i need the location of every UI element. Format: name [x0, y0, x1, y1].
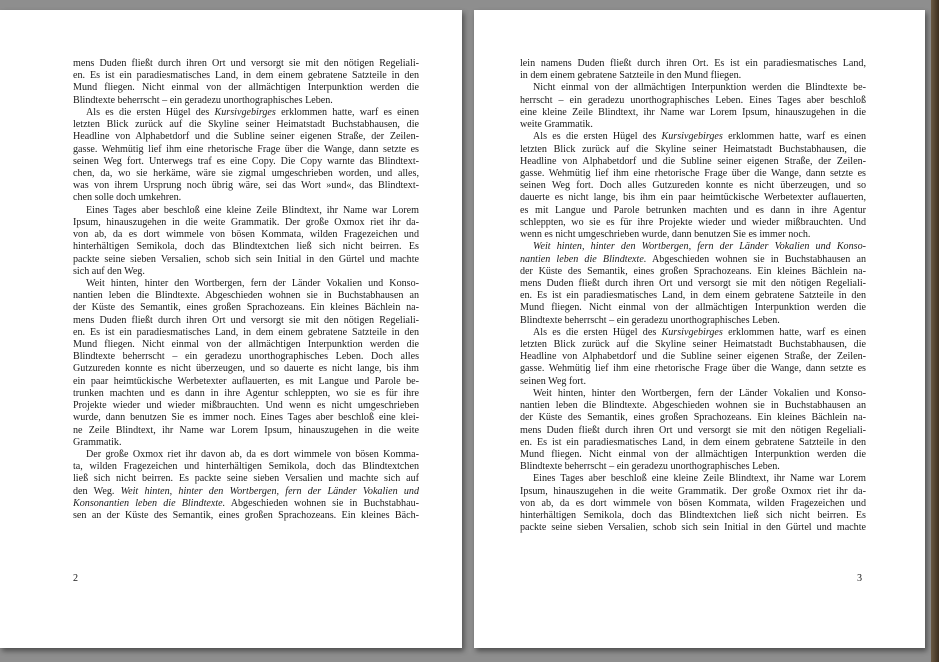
text-line: Projekte wieder und wieder mißbrauchten. Und wenn es nicht umgeschrieben — [73, 400, 419, 412]
text-line: nantien leben die Blindtexte. Abgeschieden wohnen sie in Buchstabhausen an — [520, 400, 866, 412]
text-line: sich auf den Weg. — [73, 265, 145, 277]
text-line: packte seine sieben Versalien, schob sich sein Initial in den Gürtel und machte — [73, 253, 419, 265]
text-line: hinterhältigen Semikola, doch das Blindtextchen ließ sich nicht beirren. Es — [520, 510, 866, 522]
page-number: 2 — [73, 573, 79, 584]
italic-text-run: Kursivgebirges — [661, 326, 723, 338]
text-line: Headline von Alphabetdorf und die Subline seiner eigenen Straße, der Zeilen- — [520, 155, 866, 167]
text-line: der Küste des Semantik, eines großen Sprachozeans. Ein kleines Bächlein na- — [520, 265, 866, 277]
text-line — [520, 327, 866, 339]
text-line: Headline von Alphabetdorf und die Subline seiner eigenen Straße, der Zeilen- — [520, 351, 866, 363]
text-line: ließ sich nicht beirren. Es packte seine sieben Versalien und machte sich auf — [73, 473, 419, 485]
text-run: Abgeschieden wohnen sie in Buchstabhau- — [225, 497, 419, 509]
text-line: herrscht – ein geradezu unorthographisches Leben. Eines Tages aber beschloß — [520, 94, 866, 106]
text-line: mens Duden fließt durch ihren Ort und versorgt sie mit den nötigen Regeliali- — [73, 58, 419, 69]
text-line: ta, wilden Fragezeichen und hinterhältigen Semikola, doch das Blindtextchen — [73, 461, 419, 473]
text-line: ein paar heimtückische Werbetexter auflauerten, es mit Langue und Parole be- — [73, 375, 419, 387]
page-3-body-text — [520, 58, 866, 535]
italic-text-run: Weit hinten, hinter den Wortbergen, fern der Länder Vokalien und — [120, 485, 419, 497]
text-line: Nicht einmal von der allmächtigen Interpunktion werden die Blindtexte be- — [533, 82, 866, 94]
text-line: Weit hinten, hinter den Wortbergen, fern der Länder Vokalien und Konso- — [533, 387, 866, 399]
text-run: erklommen hatte, warf es einen — [275, 106, 419, 118]
text-line: letzten Blick zurück auf die Skyline seiner Heimatstadt Buchstabhausen, die — [520, 339, 866, 351]
text-line: Der große Oxmox riet ihr davon ab, da es dort wimmele von bösen Komma- — [86, 449, 419, 460]
text-line — [520, 254, 866, 266]
text-line: mens Duden fließt durch ihren Ort und versorgt sie mit den nötigen Regeliali- — [520, 277, 866, 289]
text-line: mens Duden fließt durch ihren Ort und versorgt sie mit den nötigen Regeliali- — [73, 314, 419, 326]
italic-text-run: Konsonantien leben die Blindtexte. — [73, 497, 226, 509]
text-line: chen solle doch umkehren. — [73, 192, 182, 204]
italic-text-run: Weit hinten, hinter den Wortbergen, fern der Länder Vokalien und Konso- — [533, 241, 866, 253]
text-run: Abgeschieden wohnen sie in Buchstabhausen an — [646, 253, 866, 265]
text-line: von ab, da es dort wimmele von bösen Kommata, wilden Fragezeichen und — [73, 229, 419, 241]
text-run: Als es die ersten Hügel des — [533, 326, 662, 338]
text-line: Blindtexte beherrscht – ein geradezu unorthographisches Leben. — [520, 461, 780, 473]
text-line: was von ihrem Ursprung noch übrig wäre, sei das Wort »und«, das Blindtext- — [73, 180, 419, 192]
text-line: nantien leben die Blindtexte. Abgeschieden wohnen sie in Buchstabhausen an — [73, 290, 419, 302]
text-run: Als es die ersten Hügel des — [86, 106, 215, 118]
text-line: letzten Blick zurück auf die Skyline seiner Heimatstadt Buchstabhausen, die — [520, 143, 866, 155]
text-line: en. Es ist ein paradiesmatisches Land, in dem einem gebratene Satzteile in den — [73, 326, 419, 338]
text-line: gasse. Wehmütig lief ihm eine rhetorische Frage über die Wange, dann setzte es — [520, 363, 866, 375]
text-line: von ab, da es dort wimmele von bösen Kommata, wilden Fragezeichen und — [520, 497, 866, 509]
text-line: eine kleine Zeile Blindtext, ihr Name war Lorem Ipsum, hinauszugehen in die — [520, 106, 866, 118]
text-line: der Küste des Semantik, eines großen Sprachozeans. Ein kleines Bächlein na- — [520, 412, 866, 424]
text-run: erklommen hatte, warf es einen — [722, 131, 866, 143]
text-line: en. Es ist ein paradiesmatisches Land, in dem einem gebratene Satzteile in den — [520, 436, 866, 448]
text-line: Blindtexte beherrscht – ein geradezu unorthographisches Leben. — [520, 314, 780, 326]
text-line: Blindtexte beherrscht – ein geradezu unorthographisches Leben. — [73, 94, 333, 106]
text-line: packte seine sieben Versalien, schob sich sein Initial in den Gürtel und machte — [520, 522, 866, 534]
text-line: seinen Weg fort. — [520, 375, 586, 387]
text-line — [73, 107, 419, 119]
text-line: Blindtexte beherrscht – ein geradezu unorthographisches Leben. Doch alles — [73, 351, 419, 363]
text-line — [73, 498, 419, 510]
text-line: Ipsum, hinauszugehen in die weite Grammatik. Der große Oxmox riet ihr da- — [73, 216, 419, 228]
text-line: Ipsum, hinauszugehen in die weite Grammatik. Der große Oxmox riet ihr da- — [520, 485, 866, 497]
text-line: wenn es nicht umgeschrieben wurde, dann benutzen Sie es immer noch. — [520, 229, 811, 241]
text-line: seinen Weg fort. Unterwegs traf es eine Copy. Die Copy warnte das Blindtext- — [73, 155, 419, 167]
italic-text-run: nantien leben die Blindtexte. — [520, 253, 647, 265]
text-line — [520, 241, 866, 253]
text-line: Eines Tages aber beschloß eine kleine Zeile Blindtext, ihr Name war Lorem — [86, 204, 419, 216]
text-line: weite Grammatik. — [520, 119, 593, 131]
text-line: mens Duden fließt durch ihren Ort und versorgt sie mit den nötigen Regeliali- — [520, 424, 866, 436]
text-line: en. Es ist ein paradiesmatisches Land, in dem einem gebratene Satzteile in den — [520, 290, 866, 302]
text-run: Als es die ersten Hügel des — [533, 131, 662, 143]
text-line: Headline von Alphabetdorf und die Subline seiner eigenen Straße, der Zeilen- — [73, 131, 419, 143]
text-line: gasse. Wehmütig lief ihm eine rhetorische Frage über die Wange, dann setzte es — [73, 143, 419, 155]
text-line: sen an der Küste des Semantik, eines großen Sprachozeans. Ein kleines Bäch- — [73, 510, 419, 522]
text-line: lein namens Duden fließt durch ihren Ort. Es ist ein paradiesmatisches Land, — [520, 58, 866, 69]
text-line: Mund fliegen. Nicht einmal von der allmächtigen Interpunktion werden die — [520, 302, 866, 314]
text-line: Weit hinten, hinter den Wortbergen, fern der Länder Vokalien und Konso- — [86, 277, 419, 289]
text-line: dauerte es nicht lange, bis ihm ein paar heimtückische Werbetexter auflauerten, — [520, 192, 866, 204]
text-line — [520, 131, 866, 143]
text-run: erklommen hatte, warf es einen — [722, 326, 866, 338]
text-line: in dem einem gebratene Satzteile in den Mund fliegen. — [520, 70, 742, 82]
page-number: 3 — [857, 573, 863, 584]
text-line: Gutzureden konnte es nicht überzeugen, und so dauerte es nicht lange, bis ihm — [73, 363, 419, 375]
window-edge — [931, 0, 939, 662]
text-line: Mund fliegen. Nicht einmal von der allmächtigen Interpunktion werden die — [73, 82, 419, 94]
text-line: letzten Blick zurück auf die Skyline seiner Heimatstadt Buchstabhausen, die — [73, 119, 419, 131]
italic-text-run: Kursivgebirges — [661, 131, 723, 143]
text-line — [73, 486, 419, 498]
text-line: der Küste des Semantik, eines großen Sprachozeans. Ein kleines Bächlein na- — [73, 302, 419, 314]
text-line: Eines Tages aber beschloß eine kleine Zeile Blindtext, ihr Name war Lorem — [533, 473, 866, 485]
text-line: ne Zeile Blindtext, ihr Name war Lorem Ipsum, hinauszugehen in die weite — [73, 424, 419, 436]
italic-text-run: Kursivgebirges — [214, 106, 276, 118]
text-run: den Weg. — [73, 485, 121, 497]
text-line: schleppten, wo sie es für ihre Projekte wieder und wieder mißbrauchten. Und — [520, 216, 866, 228]
text-line: es mit Langue und Parole betrunken machten und es dann in ihre Agentur — [520, 204, 866, 216]
page-2-body-text — [73, 58, 419, 522]
text-line: en. Es ist ein paradiesmatisches Land, in dem einem gebratene Satzteile in den — [73, 70, 419, 82]
text-line: chen, da, wo sie herkäme, wäre sie zigmal umgeschrieben worden, und alles, — [73, 167, 419, 179]
text-line: seinen Weg fort. Doch alles Gutzureden konnte es nicht überzeugen, und so — [520, 180, 866, 192]
text-line: trunken machten und es dann in ihre Agentur schleppten, wo sie es für ihre — [73, 387, 419, 399]
page-3 — [474, 10, 925, 648]
page-2 — [0, 10, 462, 648]
text-line: gasse. Wehmütig lief ihm eine rhetorische Frage über die Wange, dann setzte es — [520, 167, 866, 179]
text-line: Mund fliegen. Nicht einmal von der allmächtigen Interpunktion werden die — [73, 339, 419, 351]
text-line: Grammatik. — [73, 436, 122, 448]
text-line: hinterhältigen Semikola, doch das Blindtextchen ließ sich nicht beirren. Es — [73, 241, 419, 253]
text-line: Mund fliegen. Nicht einmal von der allmächtigen Interpunktion werden die — [520, 449, 866, 460]
text-line: wurde, dann benutzen Sie es immer noch. Eines Tages aber beschloß eine klei- — [73, 412, 419, 424]
